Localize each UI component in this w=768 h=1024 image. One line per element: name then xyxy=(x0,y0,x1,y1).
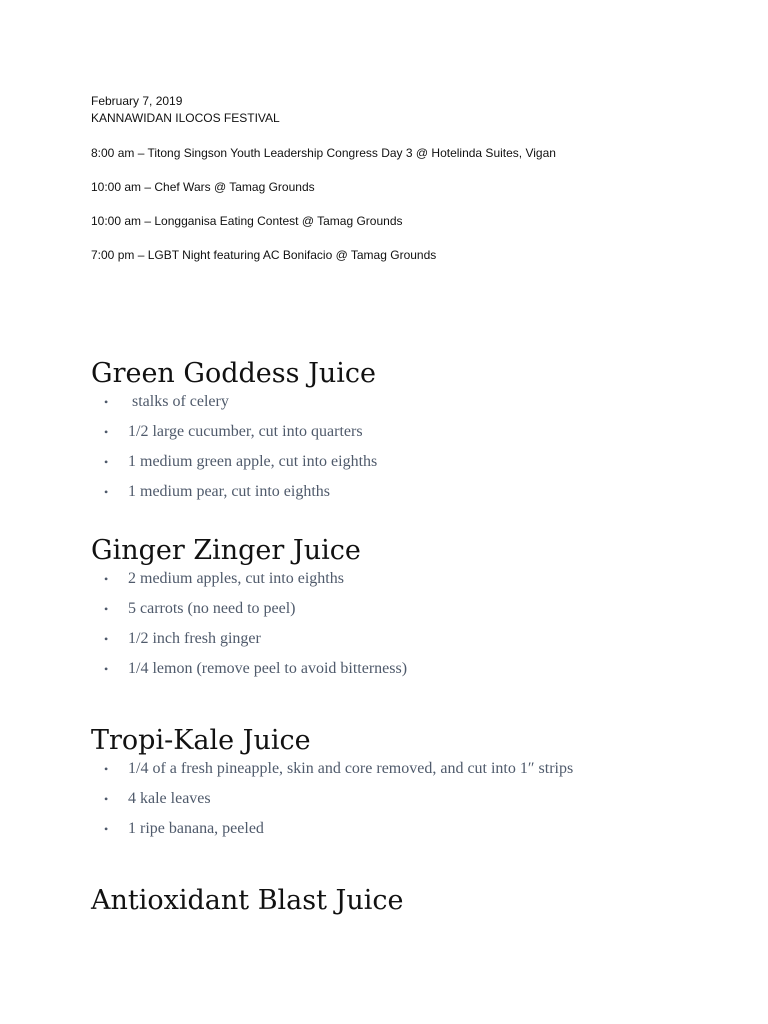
recipe-ginger-zinger xyxy=(91,535,731,689)
ingredient-item xyxy=(91,452,731,482)
bullet-icon: • xyxy=(104,485,109,499)
recipe-title: Tropi-Kale Juice xyxy=(91,725,311,756)
ingredient-item xyxy=(91,599,731,629)
schedule-item: 7:00 pm – LGBT Night featuring AC Bonifacio @ Tamag Grounds xyxy=(91,248,437,262)
ingredient-item xyxy=(91,482,731,512)
ingredient-text: 1 medium pear, cut into eighths xyxy=(128,483,330,500)
schedule-item: 10:00 am – Chef Wars @ Tamag Grounds xyxy=(91,180,315,194)
bullet-icon: • xyxy=(104,822,109,836)
bullet-icon: • xyxy=(104,792,109,806)
ingredient-item xyxy=(91,569,731,599)
ingredient-text: 1/4 lemon (remove peel to avoid bitterness) xyxy=(128,660,408,677)
ingredient-list xyxy=(91,759,731,849)
ingredient-text: 2 medium apples, cut into eighths xyxy=(128,570,344,587)
recipe-title: Antioxidant Blast Juice xyxy=(91,885,404,916)
event-schedule xyxy=(91,145,556,264)
bullet-icon: • xyxy=(104,632,109,646)
ingredient-text: 1/2 inch fresh ginger xyxy=(128,630,261,647)
bullet-icon: • xyxy=(104,455,109,469)
recipe-tropi-kale xyxy=(91,725,731,849)
ingredient-text: 5 carrots (no need to peel) xyxy=(128,600,296,617)
bullet-icon: • xyxy=(104,662,109,676)
ingredient-list xyxy=(91,392,731,512)
event-announcement xyxy=(91,93,556,264)
recipe-antioxidant-blast xyxy=(91,885,731,917)
recipe-green-goddess xyxy=(91,358,731,512)
ingredient-text: 1 ripe banana, peeled xyxy=(128,820,264,837)
recipe-title: Ginger Zinger Juice xyxy=(91,535,361,566)
ingredient-list xyxy=(91,569,731,689)
ingredient-item xyxy=(91,422,731,452)
ingredient-item xyxy=(91,629,731,659)
ingredient-text: 1/4 of a fresh pineapple, skin and core removed, and cut into 1″ strips xyxy=(128,760,574,777)
bullet-icon: • xyxy=(104,572,109,586)
schedule-item: 8:00 am – Titong Singson Youth Leadership Congress Day 3 @ Hotelinda Suites, Vigan xyxy=(91,146,556,160)
event-date: February 7, 2019 xyxy=(91,94,183,108)
ingredient-item xyxy=(91,759,731,789)
ingredient-item xyxy=(91,789,731,819)
ingredient-text: 1 medium green apple, cut into eighths xyxy=(128,453,378,470)
ingredient-item xyxy=(91,659,731,689)
festival-name: KANNAWIDAN ILOCOS FESTIVAL xyxy=(91,111,280,125)
bullet-icon: • xyxy=(104,762,109,776)
bullet-icon: • xyxy=(104,395,109,409)
ingredient-text: 4 kale leaves xyxy=(128,790,211,807)
ingredient-text: stalks of celery xyxy=(128,393,229,410)
schedule-item: 10:00 am – Longganisa Eating Contest @ Tamag Grounds xyxy=(91,214,403,228)
ingredient-item xyxy=(91,819,731,849)
recipe-title: Green Goddess Juice xyxy=(91,358,377,389)
ingredient-text: 1/2 large cucumber, cut into quarters xyxy=(128,423,363,440)
bullet-icon: • xyxy=(104,425,109,439)
bullet-icon: • xyxy=(104,602,109,616)
ingredient-item xyxy=(91,392,731,422)
